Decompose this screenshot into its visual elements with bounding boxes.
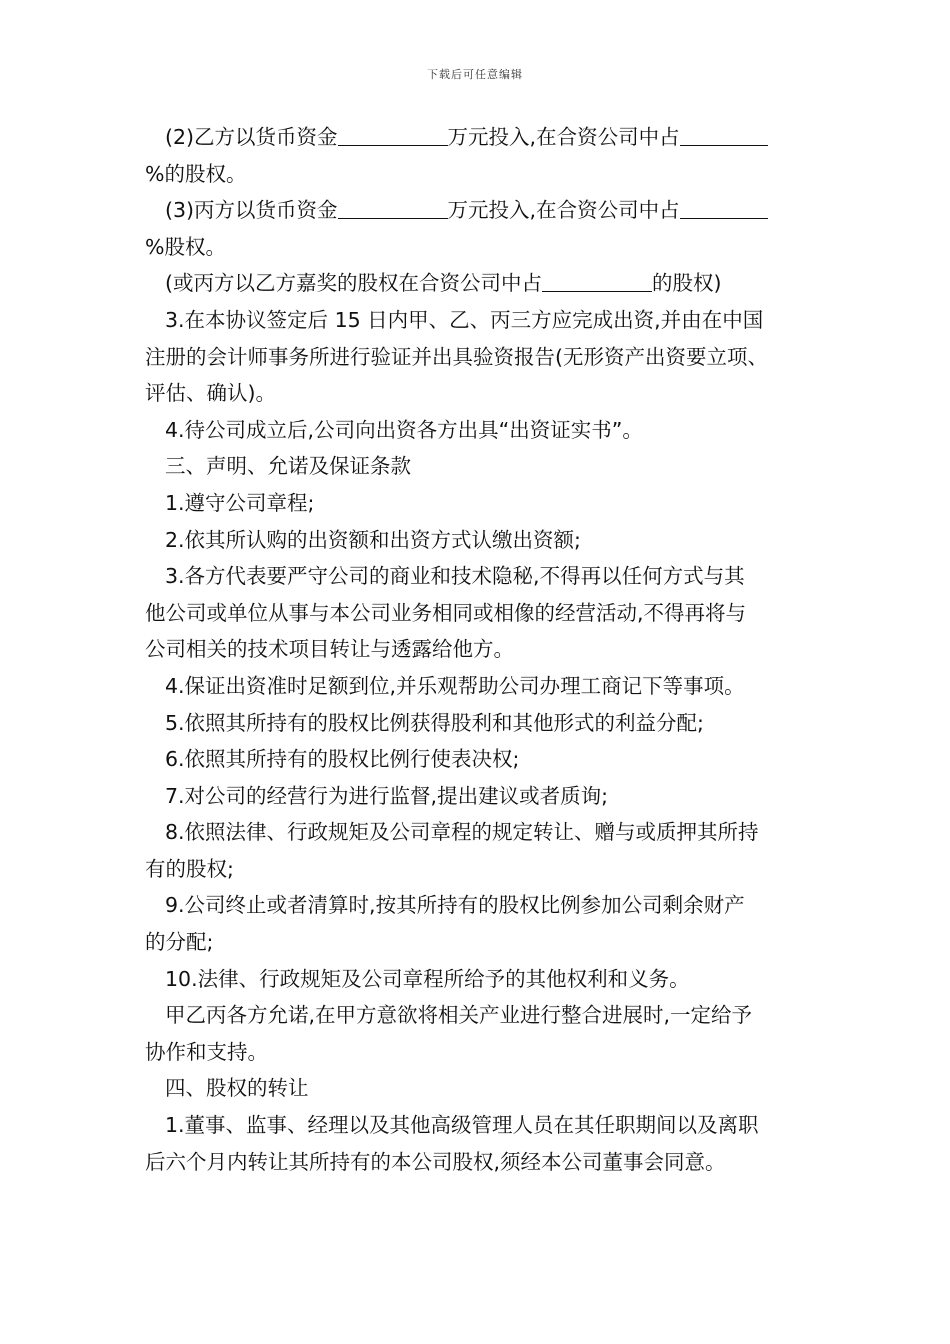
- fill-in-blank[interactable]: [542, 271, 652, 292]
- text-segment: 三、声明、允诺及保证条款: [165, 454, 411, 479]
- text-segment: 6.依照其所持有的股权比例行使表决权;: [165, 747, 520, 772]
- text-segment: %的股权。: [145, 161, 247, 186]
- text-segment: 公司相关的技术项目转让与透露给他方。: [145, 637, 514, 662]
- text-segment: 5.依照其所持有的股权比例获得股利和其他形式的利益分配;: [165, 710, 704, 735]
- text-segment: 万元投入,在合资公司中占: [447, 125, 680, 149]
- paragraph-line: [145, 448, 835, 485]
- paragraph-line: [145, 961, 835, 998]
- text-segment: %股权。: [145, 234, 226, 259]
- paragraph-line: [145, 887, 835, 924]
- text-segment: 8.依照法律、行政规矩及公司章程的规定转让、赠与或质押其所持: [165, 820, 759, 845]
- text-segment: 4.待公司成立后,公司向出资各方出具“出资证实书”。: [165, 417, 643, 442]
- paragraph-line: [145, 851, 835, 888]
- paragraph-line: [145, 595, 835, 632]
- paragraph-line: [145, 412, 835, 449]
- page-header-note: 下载后可任意编辑: [427, 68, 523, 81]
- paragraph-line: [145, 705, 835, 742]
- text-segment: 3.各方代表要严守公司的商业和技术隐秘,不得再以任何方式与其: [165, 564, 745, 589]
- text-segment: 万元投入,在合资公司中占: [447, 198, 680, 223]
- paragraph-line: [145, 192, 835, 229]
- fill-in-blank[interactable]: [680, 198, 768, 219]
- paragraph-line: [145, 1107, 835, 1144]
- document-body: [145, 119, 835, 1180]
- text-segment: 甲乙丙各方允诺,在甲方意欲将相关产业进行整合进展时,一定给予: [165, 1003, 753, 1028]
- text-segment: 协作和支持。: [145, 1039, 268, 1064]
- paragraph-line: [145, 522, 835, 559]
- paragraph-line: [145, 741, 835, 778]
- paragraph-line: [145, 302, 835, 339]
- paragraph-line: [145, 375, 835, 412]
- paragraph-line: [145, 339, 835, 376]
- text-segment: 后六个月内转让其所持有的本公司股权,须经本公司董事会同意。: [145, 1149, 726, 1174]
- text-segment: 9.公司终止或者清算时,按其所持有的股权比例参加公司剩余财产: [165, 893, 745, 918]
- fill-in-blank[interactable]: [680, 125, 768, 146]
- paragraph-line: [145, 924, 835, 961]
- text-segment: (2)乙方以货币资金: [165, 125, 338, 149]
- paragraph-line: [145, 778, 835, 815]
- text-segment: 的股权): [652, 271, 722, 296]
- text-segment: 他公司或单位从事与本公司业务相同或相像的经营活动,不得再将与: [145, 600, 747, 625]
- text-segment: 4.保证出资准时足额到位,并乐观帮助公司办理工商记下等事项。: [165, 673, 745, 698]
- text-segment: 注册的会计师事务所进行验证并出具验资报告(无形资产出资要立项、: [145, 344, 768, 369]
- paragraph-line: [145, 668, 835, 705]
- text-segment: (3)丙方以货币资金: [165, 198, 338, 223]
- paragraph-line: [145, 156, 835, 193]
- text-segment: 评估、确认)。: [145, 381, 276, 406]
- paragraph-line: [145, 265, 835, 302]
- paragraph-line: [145, 119, 835, 156]
- text-segment: 1.遵守公司章程;: [165, 490, 315, 515]
- paragraph-line: [145, 229, 835, 266]
- paragraph-line: [145, 814, 835, 851]
- text-segment: 2.依其所认购的出资额和出资方式认缴出资额;: [165, 527, 581, 552]
- text-segment: 3.在本协议签定后 15 日内甲、乙、丙三方应完成出资,并由在中国: [165, 307, 764, 332]
- paragraph-line: [145, 631, 835, 668]
- fill-in-blank[interactable]: [338, 198, 448, 219]
- text-segment: (或丙方以乙方嘉奖的股权在合资公司中占: [165, 271, 542, 296]
- text-segment: 10.法律、行政规矩及公司章程所给予的其他权利和义务。: [165, 966, 690, 991]
- paragraph-line: [145, 997, 835, 1034]
- paragraph-line: [145, 1034, 835, 1071]
- paragraph-line: [145, 558, 835, 595]
- text-segment: 四、股权的转让: [165, 1076, 309, 1101]
- text-segment: 的分配;: [145, 930, 214, 955]
- text-segment: 1.董事、监事、经理以及其他高级管理人员在其任职期间以及离职: [165, 1113, 759, 1138]
- paragraph-line: [145, 1070, 835, 1107]
- paragraph-line: [145, 485, 835, 522]
- text-segment: 7.对公司的经营行为进行监督,提出建议或者质询;: [165, 783, 608, 808]
- fill-in-blank[interactable]: [338, 125, 448, 146]
- text-segment: 有的股权;: [145, 856, 234, 881]
- paragraph-line: [145, 1144, 835, 1181]
